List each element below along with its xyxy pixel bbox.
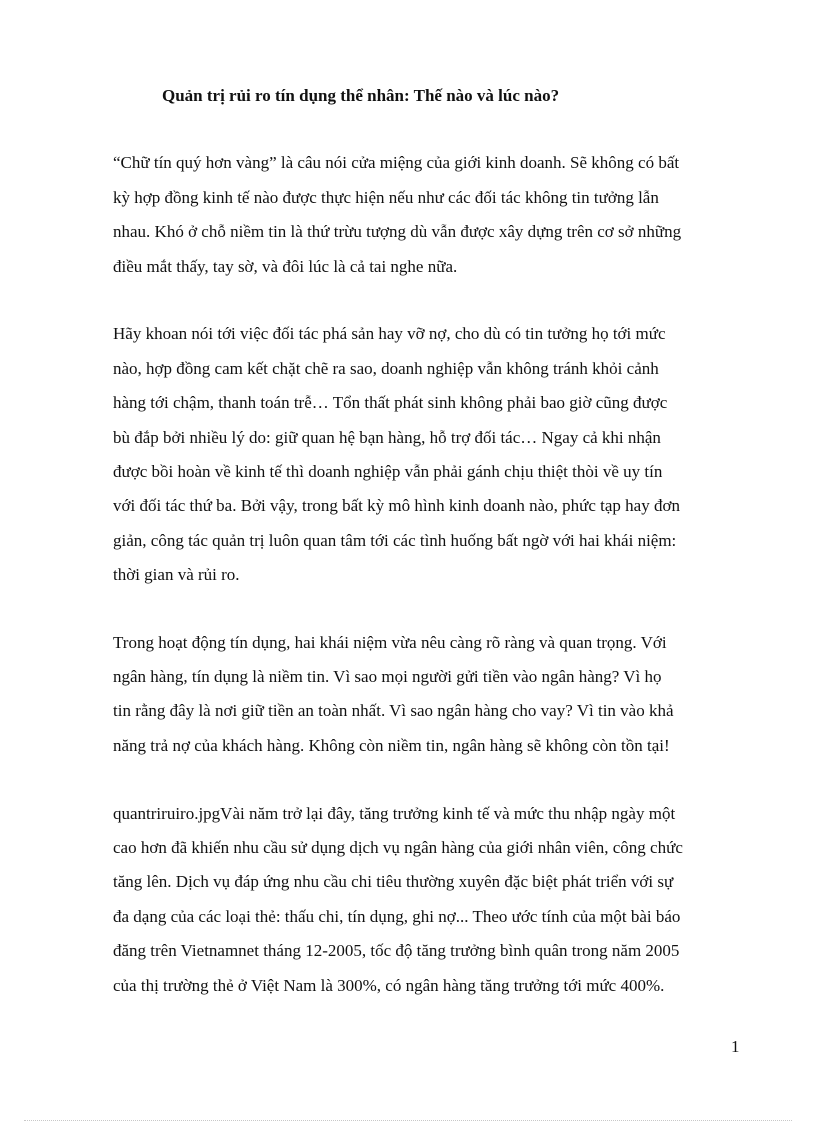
paragraph-2-line-4: bù đắp bởi nhiều lý do: giữ quan hệ bạn hàng, hỗ trợ đối tác… Ngay cả khi nhận bbox=[113, 428, 661, 447]
paragraph-3-line-3: tin rằng đây là nơi giữ tiền an toàn nhất. Vì sao ngân hàng cho vay? Vì tin vào khả bbox=[113, 701, 674, 720]
paragraph-4-line-6: của thị trường thẻ ở Việt Nam là 300%, có ngân hàng tăng trưởng tới mức 400%. bbox=[113, 976, 665, 995]
paragraph-1-line-4: điều mắt thấy, tay sờ, và đôi lúc là cả tai nghe nữa. bbox=[113, 257, 458, 276]
page-bottom-border bbox=[24, 1120, 792, 1121]
paragraph-4-line-4: đa dạng của các loại thẻ: thấu chi, tín dụng, ghi nợ... Theo ước tính của một bài báo bbox=[113, 907, 681, 926]
paragraph-4-line-5: đăng trên Vietnamnet tháng 12-2005, tốc độ tăng trưởng bình quân trong năm 2005 bbox=[113, 941, 680, 960]
paragraph-1-line-2: kỳ hợp đồng kinh tế nào được thực hiện nếu như các đối tác không tin tưởng lẫn bbox=[113, 188, 659, 207]
paragraph-2-line-5: được bồi hoàn về kinh tế thì doanh nghiệp vẫn phải gánh chịu thiệt thòi về uy tín bbox=[113, 462, 663, 481]
paragraph-2-line-8: thời gian và rủi ro. bbox=[113, 565, 240, 584]
paragraph-1-line-3: nhau. Khó ở chỗ niềm tin là thứ trừu tượng dù vẫn được xây dựng trên cơ sở những bbox=[113, 222, 682, 241]
paragraph-2-line-6: với đối tác thứ ba. Bởi vậy, trong bất kỳ mô hình kinh doanh nào, phức tạp hay đơn bbox=[113, 496, 680, 515]
paragraph-2-line-2: nào, hợp đồng cam kết chặt chẽ ra sao, doanh nghiệp vẫn không tránh khỏi cảnh bbox=[113, 359, 659, 378]
paragraph-2-line-1: Hãy khoan nói tới việc đối tác phá sản hay vỡ nợ, cho dù có tin tưởng họ tới mức bbox=[113, 324, 666, 343]
document-title: Quản trị rủi ro tín dụng thể nhân: Thế nào và lúc nào? bbox=[162, 86, 560, 105]
paragraph-2-line-7: giản, công tác quản trị luôn quan tâm tới các tình huống bất ngờ với hai khái niệm: bbox=[113, 531, 677, 550]
paragraph-4-line-1: quantriruiro.jpgVài năm trở lại đây, tăng trưởng kinh tế và mức thu nhập ngày một bbox=[113, 804, 676, 823]
paragraph-3-line-1: Trong hoạt động tín dụng, hai khái niệm vừa nêu càng rõ ràng và quan trọng. Với bbox=[113, 633, 667, 652]
paragraph-4-line-3: tăng lên. Dịch vụ đáp ứng nhu cầu chi tiêu thường xuyên đặc biệt phát triển với sự bbox=[113, 872, 674, 891]
page-number: 1 bbox=[731, 1037, 740, 1056]
paragraph-2-line-3: hàng tới chậm, thanh toán trễ… Tổn thất phát sinh không phải bao giờ cũng được bbox=[113, 393, 668, 412]
paragraph-3-line-2: ngân hàng, tín dụng là niềm tin. Vì sao mọi người gửi tiền vào ngân hàng? Vì họ bbox=[113, 667, 662, 686]
paragraph-4-line-2: cao hơn đã khiến nhu cầu sử dụng dịch vụ ngân hàng của giới nhân viên, công chức bbox=[113, 838, 683, 857]
paragraph-3-line-4: năng trả nợ của khách hàng. Không còn niềm tin, ngân hàng sẽ không còn tồn tại! bbox=[113, 736, 670, 755]
paragraph-1-line-1: “Chữ tín quý hơn vàng” là câu nói cửa miệng của giới kinh doanh. Sẽ không có bất bbox=[113, 153, 680, 172]
